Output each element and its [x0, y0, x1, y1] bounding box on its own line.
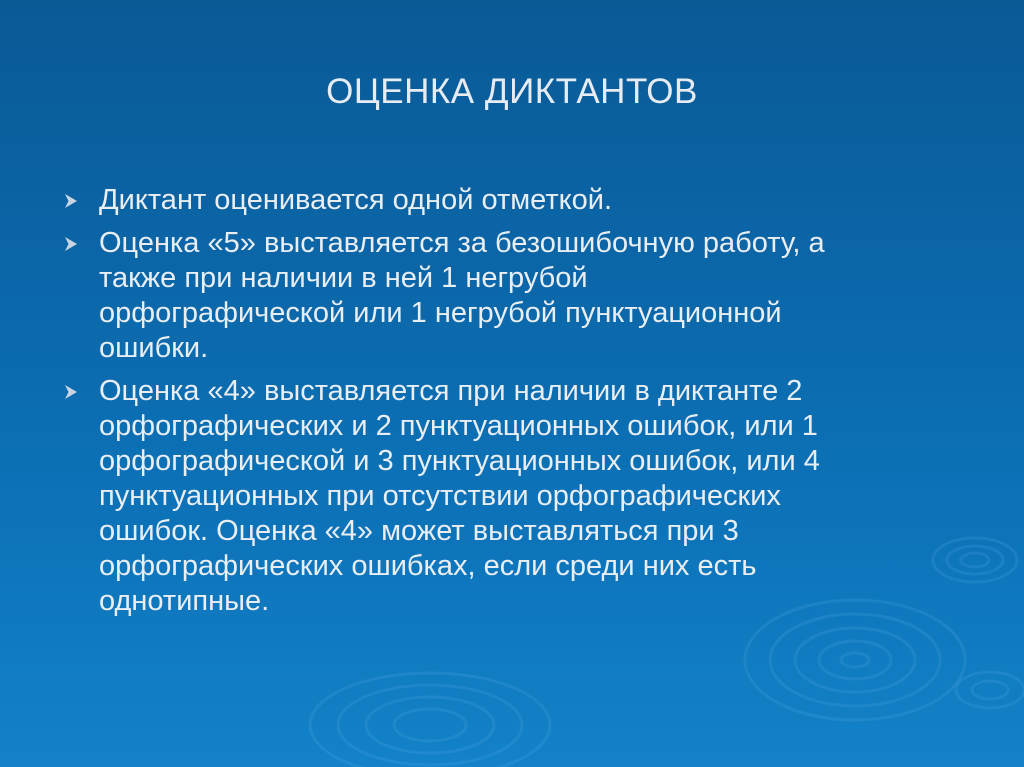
arrowhead-bullet-icon [62, 192, 80, 210]
bullet-line: Оценка «5» выставляется за безошибочную работу, а [99, 227, 825, 259]
arrowhead-bullet-icon [62, 383, 80, 401]
bullet-line: однотипные. [99, 585, 270, 617]
bullet-line: Диктант оценивается одной отметкой. [99, 184, 613, 216]
bullet-line: ошибок. Оценка «4» может выставляться при 3 [99, 515, 739, 547]
bullet-line: Оценка «4» выставляется при наличии в диктанте 2 [99, 375, 803, 407]
bullet-line: пунктуационных при отсутствии орфографических [99, 480, 781, 512]
bullet-line: также при наличии в ней 1 негрубой [99, 262, 588, 294]
bullet-line: орфографических ошибках, если среди них есть [99, 550, 757, 582]
bullet-item [62, 226, 962, 366]
slide-title: ОЦЕНКА ДИКТАНТОВ [326, 72, 698, 111]
bullet-line: ошибки. [99, 332, 209, 364]
bullet-line: орфографической или 1 негрубой пунктуационной [99, 297, 782, 329]
bullet-item [62, 374, 962, 619]
bullet-item [62, 183, 962, 218]
bullet-list [62, 183, 962, 627]
bullet-line: орфографических и 2 пунктуационных ошибок, или 1 [99, 410, 818, 442]
bullet-line: орфографической и 3 пунктуационных ошибок, или 4 [99, 445, 820, 477]
arrowhead-bullet-icon [62, 235, 80, 253]
